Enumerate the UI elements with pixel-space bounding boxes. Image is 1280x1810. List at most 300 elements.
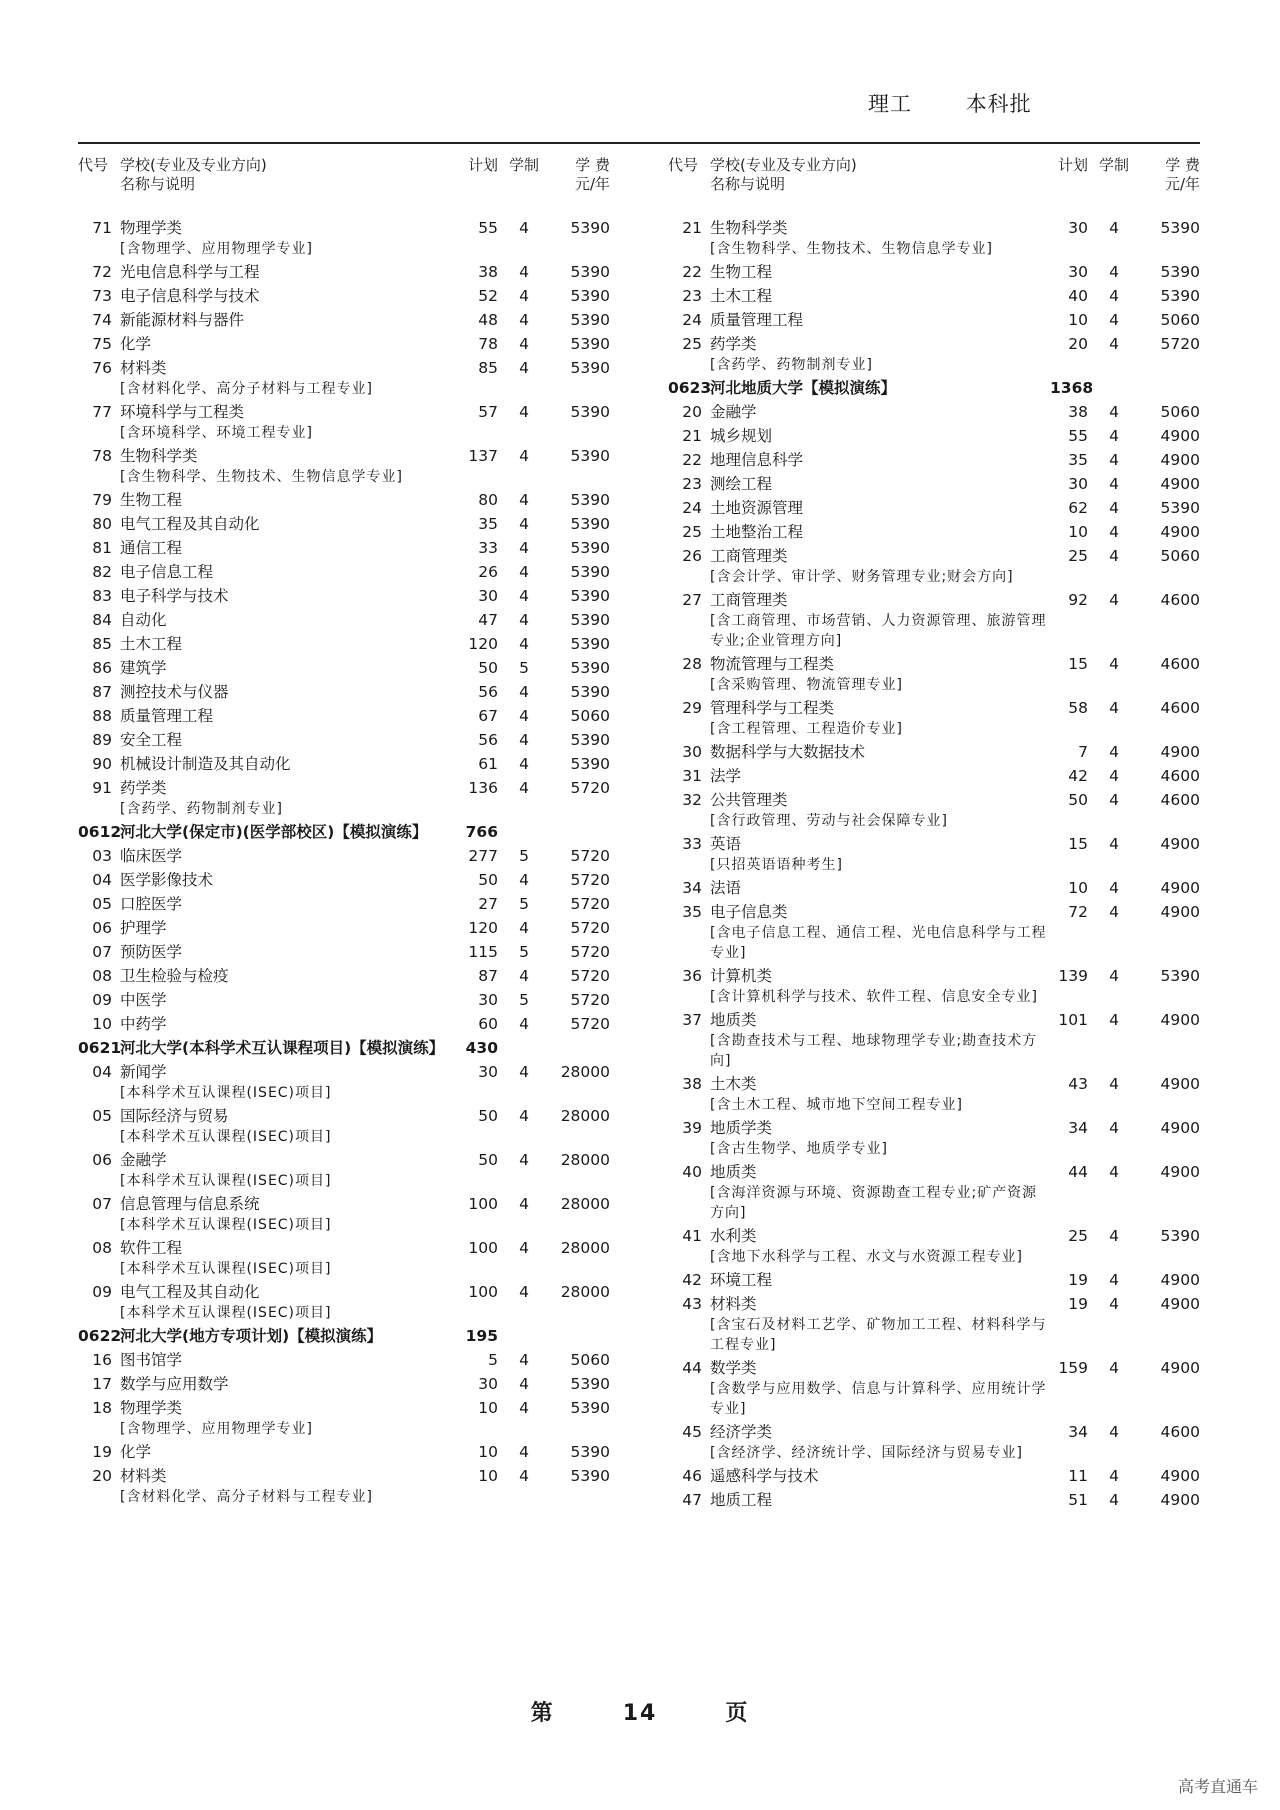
row-years: 4 [1109, 475, 1119, 493]
row-years: 4 [519, 335, 529, 353]
row-name: 中医学 [120, 991, 167, 1009]
row-plan: 47 [478, 611, 498, 629]
row-fee: 5060 [570, 1351, 610, 1369]
row-name-cell [710, 1226, 1050, 1267]
row-name: 卫生检验与检疫 [120, 967, 229, 985]
table-row [78, 562, 638, 583]
row-plan: 50 [478, 659, 498, 677]
table-row [78, 870, 638, 891]
row-plan: 33 [478, 539, 498, 557]
row-name-cell [710, 766, 1050, 787]
row-name-cell [120, 1466, 460, 1507]
row-years: 4 [1109, 1491, 1119, 1509]
row-note: [含药学、药物制剂专业] [120, 801, 283, 817]
row-name: 新闻学 [120, 1063, 167, 1081]
row-name-cell [710, 474, 1050, 495]
row-code: 87 [92, 683, 112, 701]
row-years: 4 [1109, 427, 1119, 445]
row-code: 0623 [668, 379, 712, 397]
row-name-cell [120, 990, 460, 1011]
row-name: 电子信息类 [710, 903, 788, 921]
row-fee: 5390 [570, 635, 610, 653]
row-years: 4 [519, 1467, 529, 1485]
row-code: 08 [92, 1239, 112, 1257]
row-years: 4 [1109, 1163, 1119, 1181]
row-years: 4 [519, 731, 529, 749]
row-years: 5 [519, 659, 529, 677]
row-code: 18 [92, 1399, 112, 1417]
row-years: 4 [1109, 791, 1119, 809]
row-fee: 5060 [570, 707, 610, 725]
row-name: 工商管理类 [710, 591, 788, 609]
row-name: 新能源材料与器件 [120, 311, 245, 329]
row-name: 医学影像技术 [120, 871, 214, 889]
row-fee: 28000 [560, 1283, 610, 1301]
row-fee: 4600 [1160, 791, 1200, 809]
row-name: 生物工程 [120, 491, 183, 509]
row-name-cell [120, 870, 460, 891]
row-name-cell [120, 358, 460, 399]
table-row [668, 878, 1228, 899]
row-fee: 5390 [1160, 263, 1200, 281]
row-name: 国际经济与贸易 [120, 1107, 229, 1125]
row-name-cell [120, 1150, 460, 1191]
row-years: 4 [1109, 335, 1119, 353]
row-name: 光电信息科学与工程 [120, 263, 260, 281]
row-name: 土木工程 [710, 287, 773, 305]
row-years: 4 [1109, 1295, 1119, 1313]
row-note: [含会计学、审计学、财务管理专业;财会方向] [710, 569, 1014, 585]
page-suffix: 页 [725, 1701, 750, 1726]
table-row [668, 1358, 1228, 1419]
row-code: 25 [682, 335, 702, 353]
row-code: 0621 [78, 1039, 122, 1057]
row-code: 20 [92, 1467, 112, 1485]
table-row [78, 1442, 638, 1463]
row-name-cell [120, 658, 460, 679]
row-years: 4 [519, 491, 529, 509]
col-plan-header: 计划 [467, 156, 498, 174]
row-plan: 55 [1068, 427, 1088, 445]
row-plan: 277 [468, 847, 498, 865]
row-name-cell [120, 778, 460, 819]
row-fee: 5390 [1160, 967, 1200, 985]
row-plan: 10 [1068, 523, 1088, 541]
row-years: 4 [1109, 499, 1119, 517]
row-years: 4 [1109, 1467, 1119, 1485]
row-fee: 4900 [1160, 879, 1200, 897]
row-name: 地质类 [710, 1011, 757, 1029]
row-plan: 30 [1068, 219, 1088, 237]
row-name: 药学类 [120, 779, 167, 797]
row-years: 4 [519, 359, 529, 377]
row-plan: 19 [1068, 1295, 1088, 1313]
row-years: 4 [1109, 1423, 1119, 1441]
row-fee: 5390 [570, 755, 610, 773]
row-code: 81 [92, 539, 112, 557]
row-years: 4 [519, 779, 529, 797]
row-fee: 5720 [570, 895, 610, 913]
row-name: 环境工程 [710, 1271, 773, 1289]
row-plan: 10 [1068, 879, 1088, 897]
table-row [668, 1490, 1228, 1511]
row-code: 91 [92, 779, 112, 797]
table-row [78, 966, 638, 987]
row-plan: 10 [478, 1467, 498, 1485]
row-name: 工商管理类 [710, 547, 788, 565]
row-name: 计算机类 [710, 967, 773, 985]
row-name-cell [120, 1282, 460, 1323]
row-fee: 5390 [570, 335, 610, 353]
row-plan: 10 [478, 1443, 498, 1461]
row-plan: 30 [1068, 263, 1088, 281]
row-code: 77 [92, 403, 112, 421]
row-plan: 60 [478, 1015, 498, 1033]
row-years: 4 [519, 1399, 529, 1417]
row-plan: 120 [468, 635, 498, 653]
col-school-header [120, 156, 460, 218]
row-code: 79 [92, 491, 112, 509]
row-name: 软件工程 [120, 1239, 183, 1257]
row-fee: 5390 [570, 683, 610, 701]
row-fee: 4900 [1160, 1295, 1200, 1313]
row-note: [含土木工程、城市地下空间工程专业] [710, 1097, 963, 1113]
row-name-cell [120, 942, 460, 963]
row-name: 电气工程及其自动化 [120, 515, 260, 533]
school-row [78, 822, 638, 843]
row-fee: 5390 [1160, 219, 1200, 237]
row-name: 物理学类 [120, 1399, 183, 1417]
row-fee: 4900 [1160, 1163, 1200, 1181]
table-row [78, 1014, 638, 1035]
row-code: 39 [682, 1119, 702, 1137]
row-fee: 5390 [570, 1399, 610, 1417]
table-header [668, 156, 1228, 218]
row-years: 4 [519, 447, 529, 465]
row-plan: 11 [1068, 1467, 1088, 1485]
row-plan: 19 [1068, 1271, 1088, 1289]
row-fee: 5390 [570, 539, 610, 557]
row-fee: 5720 [570, 779, 610, 797]
row-fee: 5390 [570, 287, 610, 305]
row-fee: 5390 [570, 311, 610, 329]
row-years: 5 [519, 847, 529, 865]
row-note: [含计算机科学与技术、软件工程、信息安全专业] [710, 989, 1038, 1005]
row-years: 4 [519, 1283, 529, 1301]
page-prefix: 第 [530, 1701, 555, 1726]
row-name-cell [710, 902, 1050, 963]
row-code: 06 [92, 1151, 112, 1169]
row-plan: 195 [465, 1327, 498, 1345]
row-plan: 48 [478, 311, 498, 329]
row-name: 化学 [120, 335, 152, 353]
row-note: [含宝石及材料工艺学、矿物加工工程、材料科学与工程专业] [710, 1317, 1047, 1353]
row-code: 21 [682, 427, 702, 445]
row-name-cell [120, 918, 460, 939]
row-code: 40 [682, 1163, 702, 1181]
row-plan: 30 [478, 1063, 498, 1081]
col-fee-line2: 元/年 [1164, 175, 1200, 193]
row-years: 4 [1109, 1075, 1119, 1093]
row-code: 09 [92, 991, 112, 1009]
table-row [668, 1162, 1228, 1223]
row-note: [本科学术互认课程(ISEC)项目] [120, 1305, 332, 1321]
row-name-cell [120, 634, 460, 655]
row-fee: 5720 [1160, 335, 1200, 353]
row-fee: 5060 [1160, 311, 1200, 329]
table-row [668, 1226, 1228, 1267]
row-note: [含海洋资源与环境、资源勘查工程专业;矿产资源方向] [710, 1185, 1038, 1221]
table-row [668, 286, 1228, 307]
row-plan: 38 [1068, 403, 1088, 421]
row-plan: 67 [478, 707, 498, 725]
col-code-header: 代号 [78, 156, 109, 174]
row-years: 4 [1109, 1227, 1119, 1245]
col-school-header [710, 156, 1050, 218]
row-code: 29 [682, 699, 702, 717]
row-name: 自动化 [120, 611, 167, 629]
row-note: [含材料化学、高分子材料与工程专业] [120, 381, 373, 397]
row-code: 33 [682, 835, 702, 853]
row-note: [含物理学、应用物理学专业] [120, 241, 313, 257]
row-note: [含采购管理、物流管理专业] [710, 677, 903, 693]
row-name: 图书馆学 [120, 1351, 183, 1369]
row-code: 03 [92, 847, 112, 865]
row-code: 37 [682, 1011, 702, 1029]
row-note: [含工商管理、市场营销、人力资源管理、旅游管理专业;企业管理方向] [710, 613, 1047, 649]
row-name: 经济学类 [710, 1423, 773, 1441]
row-note: [本科学术互认课程(ISEC)项目] [120, 1217, 332, 1233]
row-name: 测控技术与仪器 [120, 683, 229, 701]
row-code: 17 [92, 1375, 112, 1393]
row-years: 4 [1109, 523, 1119, 541]
row-name: 土木类 [710, 1075, 757, 1093]
table-row [78, 1374, 638, 1395]
row-plan: 80 [478, 491, 498, 509]
row-name-cell [710, 334, 1050, 375]
row-fee: 4900 [1160, 475, 1200, 493]
row-years: 4 [1109, 1011, 1119, 1029]
row-name: 材料类 [710, 1295, 757, 1313]
row-plan: 78 [478, 335, 498, 353]
col-fee-line2: 元/年 [574, 175, 610, 193]
row-years: 4 [519, 1195, 529, 1213]
page-header [868, 88, 1078, 118]
table-row [78, 1282, 638, 1323]
row-fee: 5390 [1160, 499, 1200, 517]
table-row [78, 218, 638, 259]
row-name: 通信工程 [120, 539, 183, 557]
row-plan: 1368 [1050, 379, 1094, 397]
row-name: 信息管理与信息系统 [120, 1195, 260, 1213]
row-name-cell [120, 538, 460, 559]
col-fee-header [1140, 156, 1200, 218]
row-note: [含生物科学、生物技术、生物信息学专业] [120, 469, 403, 485]
row-plan: 72 [1068, 903, 1088, 921]
row-note: [含经济学、经济统计学、国际经济与贸易专业] [710, 1445, 1023, 1461]
row-plan: 430 [465, 1039, 498, 1057]
row-name-cell [710, 426, 1050, 447]
row-code: 44 [682, 1359, 702, 1377]
row-code: 10 [92, 1015, 112, 1033]
row-name-cell [710, 966, 1050, 1007]
row-plan: 50 [478, 871, 498, 889]
row-name-cell [120, 402, 460, 443]
row-years: 4 [519, 635, 529, 653]
row-name-cell [120, 1062, 460, 1103]
table-row [78, 538, 638, 559]
row-plan: 137 [468, 447, 498, 465]
row-code: 82 [92, 563, 112, 581]
row-plan: 30 [478, 587, 498, 605]
row-years: 4 [519, 219, 529, 237]
row-name-cell [120, 1238, 460, 1279]
row-years: 4 [1109, 1271, 1119, 1289]
row-fee: 5720 [570, 943, 610, 961]
row-code: 05 [92, 895, 112, 913]
row-name: 河北大学(保定市)(医学部校区)【模拟演练】 [120, 823, 428, 841]
row-name-cell [710, 402, 1050, 423]
row-years: 4 [1109, 219, 1119, 237]
row-name: 质量管理工程 [120, 707, 214, 725]
row-fee: 5390 [570, 447, 610, 465]
row-years: 4 [1109, 547, 1119, 565]
table-row [668, 1074, 1228, 1115]
row-fee: 4900 [1160, 743, 1200, 761]
row-name-cell [710, 834, 1050, 875]
row-note: [含材料化学、高分子材料与工程专业] [120, 1489, 373, 1505]
row-name-cell [120, 562, 460, 583]
row-plan: 62 [1068, 499, 1088, 517]
row-years: 4 [519, 311, 529, 329]
row-years: 4 [519, 515, 529, 533]
school-row [78, 1038, 638, 1059]
row-code: 41 [682, 1227, 702, 1245]
row-code: 73 [92, 287, 112, 305]
table-row [668, 654, 1228, 695]
row-code: 71 [92, 219, 112, 237]
row-code: 22 [682, 451, 702, 469]
row-name: 材料类 [120, 1467, 167, 1485]
row-code: 04 [92, 871, 112, 889]
row-code: 75 [92, 335, 112, 353]
row-years: 4 [519, 563, 529, 581]
row-name: 建筑学 [120, 659, 167, 677]
row-fee: 5390 [570, 359, 610, 377]
row-code: 07 [92, 943, 112, 961]
row-code: 38 [682, 1075, 702, 1093]
row-plan: 34 [1068, 1119, 1088, 1137]
row-name-cell [120, 1194, 460, 1235]
row-name-cell [120, 1014, 460, 1035]
row-name-cell [120, 218, 460, 259]
row-name-cell [710, 218, 1050, 259]
row-name-cell [120, 1326, 460, 1347]
row-fee: 5720 [570, 847, 610, 865]
row-fee: 5390 [570, 1375, 610, 1393]
row-fee: 4900 [1160, 451, 1200, 469]
row-name-cell [710, 742, 1050, 763]
row-name: 地质类 [710, 1163, 757, 1181]
row-name: 地理信息科学 [710, 451, 804, 469]
row-name: 金融学 [710, 403, 757, 421]
row-years: 4 [519, 1443, 529, 1461]
table-row [668, 218, 1228, 259]
table-row [78, 358, 638, 399]
row-code: 21 [682, 219, 702, 237]
row-code: 32 [682, 791, 702, 809]
row-years: 4 [1109, 835, 1119, 853]
row-fee: 4900 [1160, 1359, 1200, 1377]
row-name: 土地整治工程 [710, 523, 804, 541]
row-plan: 115 [468, 943, 498, 961]
row-note: [含药学、药物制剂专业] [710, 357, 873, 373]
row-name: 地质学类 [710, 1119, 773, 1137]
row-plan: 58 [1068, 699, 1088, 717]
row-code: 30 [682, 743, 702, 761]
row-name-cell [120, 706, 460, 727]
row-name-cell [710, 1118, 1050, 1159]
row-plan: 30 [1068, 475, 1088, 493]
table-row [78, 286, 638, 307]
row-fee: 4900 [1160, 1075, 1200, 1093]
row-name-cell [710, 310, 1050, 331]
row-name: 安全工程 [120, 731, 183, 749]
table-row [78, 1062, 638, 1103]
row-years: 4 [519, 871, 529, 889]
row-code: 85 [92, 635, 112, 653]
row-plan: 50 [478, 1107, 498, 1125]
row-years: 4 [519, 263, 529, 281]
table-row [78, 846, 638, 867]
row-years: 5 [519, 943, 529, 961]
row-fee: 5390 [570, 1467, 610, 1485]
row-name-cell [120, 1442, 460, 1463]
row-plan: 120 [468, 919, 498, 937]
row-fee: 5060 [1160, 547, 1200, 565]
row-plan: 100 [468, 1283, 498, 1301]
row-fee: 5390 [570, 515, 610, 533]
row-note: [含环境科学、环境工程专业] [120, 425, 313, 441]
right-column [668, 156, 1228, 1514]
row-code: 47 [682, 1491, 702, 1509]
row-fee: 5390 [570, 263, 610, 281]
row-name: 生物科学类 [120, 447, 198, 465]
row-name-cell [710, 522, 1050, 543]
row-fee: 4900 [1160, 1119, 1200, 1137]
table-row [78, 586, 638, 607]
row-years: 4 [1109, 1119, 1119, 1137]
row-plan: 100 [468, 1195, 498, 1213]
row-note: [含数学与应用数学、信息与计算科学、应用统计学专业] [710, 1381, 1047, 1417]
row-name-cell [710, 1466, 1050, 1487]
row-name-cell [710, 1490, 1050, 1511]
row-name-cell [120, 1038, 460, 1059]
row-code: 89 [92, 731, 112, 749]
row-note: [含生物科学、生物技术、生物信息学专业] [710, 241, 993, 257]
row-name: 口腔医学 [120, 895, 183, 913]
row-code: 72 [92, 263, 112, 281]
row-plan: 10 [478, 1399, 498, 1417]
row-name: 地质工程 [710, 1491, 773, 1509]
table-row [78, 990, 638, 1011]
page-number-value: 14 [622, 1701, 658, 1726]
row-fee: 5720 [570, 967, 610, 985]
row-fee: 4900 [1160, 835, 1200, 853]
row-name: 药学类 [710, 335, 757, 353]
row-plan: 30 [478, 1375, 498, 1393]
col-school-line2: 名称与说明 [120, 175, 196, 193]
